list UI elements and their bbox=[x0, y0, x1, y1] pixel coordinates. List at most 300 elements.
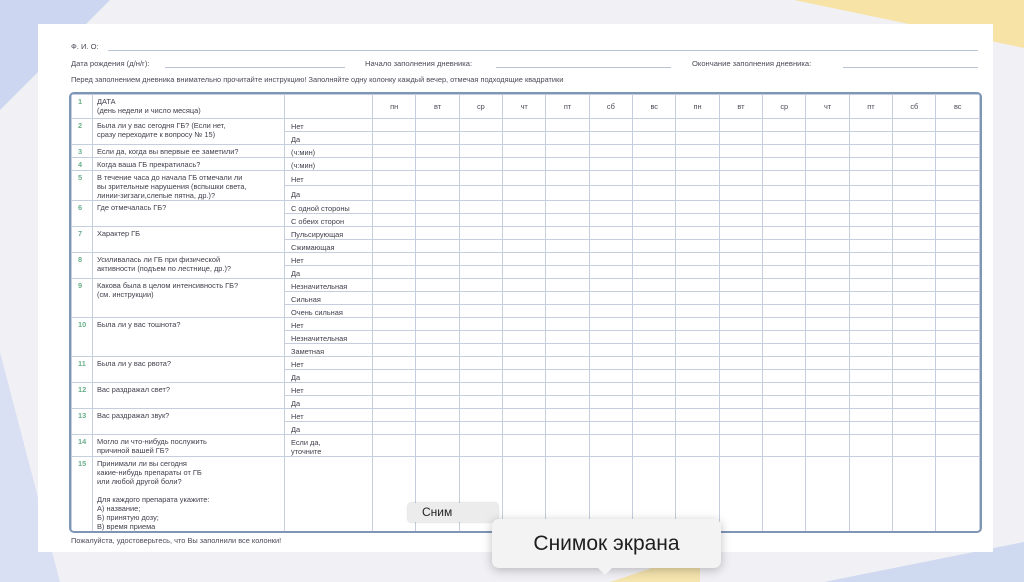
checkbox-cell[interactable] bbox=[459, 331, 502, 344]
checkbox-cell[interactable] bbox=[373, 253, 416, 266]
checkbox-cell[interactable] bbox=[459, 158, 502, 171]
checkbox-cell[interactable] bbox=[503, 227, 546, 240]
checkbox-cell[interactable] bbox=[373, 409, 416, 422]
checkbox-cell[interactable] bbox=[763, 132, 806, 145]
checkbox-cell[interactable] bbox=[719, 171, 762, 186]
checkbox-cell[interactable] bbox=[763, 145, 806, 158]
checkbox-cell[interactable] bbox=[849, 132, 892, 145]
checkbox-cell[interactable] bbox=[936, 279, 980, 292]
checkbox-cell[interactable] bbox=[373, 318, 416, 331]
checkbox-cell[interactable] bbox=[416, 344, 459, 357]
checkbox-cell[interactable] bbox=[633, 186, 676, 201]
checkbox-cell[interactable] bbox=[589, 331, 632, 344]
checkbox-cell[interactable] bbox=[763, 370, 806, 383]
checkbox-cell[interactable] bbox=[589, 253, 632, 266]
checkbox-cell[interactable] bbox=[459, 214, 502, 227]
checkbox-cell[interactable] bbox=[849, 171, 892, 186]
checkbox-cell[interactable] bbox=[849, 227, 892, 240]
checkbox-cell[interactable] bbox=[459, 253, 502, 266]
checkbox-cell[interactable] bbox=[806, 240, 849, 253]
checkbox-cell[interactable] bbox=[936, 253, 980, 266]
checkbox-cell[interactable] bbox=[373, 370, 416, 383]
checkbox-cell[interactable] bbox=[373, 435, 416, 457]
checkbox-cell[interactable] bbox=[589, 305, 632, 318]
checkbox-cell[interactable] bbox=[719, 279, 762, 292]
checkbox-cell[interactable] bbox=[806, 227, 849, 240]
checkbox-cell[interactable] bbox=[893, 305, 936, 318]
checkbox-cell[interactable] bbox=[676, 186, 719, 201]
checkbox-cell[interactable] bbox=[763, 331, 806, 344]
checkbox-cell[interactable] bbox=[416, 292, 459, 305]
checkbox-cell[interactable] bbox=[849, 119, 892, 132]
checkbox-cell[interactable] bbox=[763, 409, 806, 422]
checkbox-cell[interactable] bbox=[763, 305, 806, 318]
checkbox-cell[interactable] bbox=[503, 279, 546, 292]
checkbox-cell[interactable] bbox=[503, 344, 546, 357]
checkbox-cell[interactable] bbox=[806, 305, 849, 318]
checkbox-cell[interactable] bbox=[936, 227, 980, 240]
checkbox-cell[interactable] bbox=[936, 186, 980, 201]
checkbox-cell[interactable] bbox=[373, 132, 416, 145]
checkbox-cell[interactable] bbox=[546, 240, 589, 253]
checkbox-cell[interactable] bbox=[763, 457, 806, 534]
checkbox-cell[interactable] bbox=[763, 240, 806, 253]
checkbox-cell[interactable] bbox=[676, 227, 719, 240]
checkbox-cell[interactable] bbox=[849, 370, 892, 383]
checkbox-cell[interactable] bbox=[806, 253, 849, 266]
checkbox-cell[interactable] bbox=[763, 201, 806, 214]
checkbox-cell[interactable] bbox=[676, 292, 719, 305]
checkbox-cell[interactable] bbox=[806, 357, 849, 370]
checkbox-cell[interactable] bbox=[459, 435, 502, 457]
checkbox-cell[interactable] bbox=[503, 240, 546, 253]
checkbox-cell[interactable] bbox=[546, 186, 589, 201]
checkbox-cell[interactable] bbox=[589, 292, 632, 305]
checkbox-cell[interactable] bbox=[936, 344, 980, 357]
checkbox-cell[interactable] bbox=[633, 370, 676, 383]
checkbox-cell[interactable] bbox=[893, 396, 936, 409]
checkbox-cell[interactable] bbox=[676, 435, 719, 457]
checkbox-cell[interactable] bbox=[373, 145, 416, 158]
checkbox-cell[interactable] bbox=[806, 396, 849, 409]
checkbox-cell[interactable] bbox=[893, 227, 936, 240]
checkbox-cell[interactable] bbox=[676, 119, 719, 132]
checkbox-cell[interactable] bbox=[459, 266, 502, 279]
checkbox-cell[interactable] bbox=[893, 279, 936, 292]
checkbox-cell[interactable] bbox=[763, 292, 806, 305]
checkbox-cell[interactable] bbox=[893, 422, 936, 435]
checkbox-cell[interactable] bbox=[546, 266, 589, 279]
checkbox-cell[interactable] bbox=[806, 171, 849, 186]
checkbox-cell[interactable] bbox=[633, 318, 676, 331]
checkbox-cell[interactable] bbox=[849, 145, 892, 158]
checkbox-cell[interactable] bbox=[546, 422, 589, 435]
checkbox-cell[interactable] bbox=[633, 266, 676, 279]
end-field[interactable] bbox=[843, 67, 978, 68]
checkbox-cell[interactable] bbox=[633, 119, 676, 132]
checkbox-cell[interactable] bbox=[893, 457, 936, 534]
checkbox-cell[interactable] bbox=[633, 396, 676, 409]
checkbox-cell[interactable] bbox=[893, 214, 936, 227]
checkbox-cell[interactable] bbox=[416, 305, 459, 318]
checkbox-cell[interactable] bbox=[936, 435, 980, 457]
checkbox-cell[interactable] bbox=[633, 422, 676, 435]
checkbox-cell[interactable] bbox=[893, 158, 936, 171]
checkbox-cell[interactable] bbox=[416, 266, 459, 279]
checkbox-cell[interactable] bbox=[546, 370, 589, 383]
checkbox-cell[interactable] bbox=[806, 383, 849, 396]
checkbox-cell[interactable] bbox=[849, 214, 892, 227]
checkbox-cell[interactable] bbox=[633, 292, 676, 305]
checkbox-cell[interactable] bbox=[503, 357, 546, 370]
checkbox-cell[interactable] bbox=[546, 279, 589, 292]
checkbox-cell[interactable] bbox=[633, 171, 676, 186]
checkbox-cell[interactable] bbox=[676, 331, 719, 344]
checkbox-cell[interactable] bbox=[936, 409, 980, 422]
checkbox-cell[interactable] bbox=[633, 305, 676, 318]
checkbox-cell[interactable] bbox=[849, 409, 892, 422]
checkbox-cell[interactable] bbox=[503, 370, 546, 383]
checkbox-cell[interactable] bbox=[849, 158, 892, 171]
checkbox-cell[interactable] bbox=[893, 383, 936, 396]
start-field[interactable] bbox=[496, 67, 671, 68]
checkbox-cell[interactable] bbox=[676, 344, 719, 357]
checkbox-cell[interactable] bbox=[503, 158, 546, 171]
checkbox-cell[interactable] bbox=[459, 383, 502, 396]
checkbox-cell[interactable] bbox=[763, 171, 806, 186]
checkbox-cell[interactable] bbox=[719, 253, 762, 266]
checkbox-cell[interactable] bbox=[719, 318, 762, 331]
checkbox-cell[interactable] bbox=[936, 331, 980, 344]
checkbox-cell[interactable] bbox=[373, 186, 416, 201]
checkbox-cell[interactable] bbox=[763, 318, 806, 331]
checkbox-cell[interactable] bbox=[459, 370, 502, 383]
checkbox-cell[interactable] bbox=[893, 344, 936, 357]
checkbox-cell[interactable] bbox=[589, 370, 632, 383]
checkbox-cell[interactable] bbox=[893, 132, 936, 145]
checkbox-cell[interactable] bbox=[849, 240, 892, 253]
checkbox-cell[interactable] bbox=[589, 201, 632, 214]
checkbox-cell[interactable] bbox=[416, 383, 459, 396]
checkbox-cell[interactable] bbox=[719, 305, 762, 318]
checkbox-cell[interactable] bbox=[763, 383, 806, 396]
checkbox-cell[interactable] bbox=[936, 266, 980, 279]
checkbox-cell[interactable] bbox=[936, 457, 980, 534]
checkbox-cell[interactable] bbox=[763, 253, 806, 266]
checkbox-cell[interactable] bbox=[633, 435, 676, 457]
checkbox-cell[interactable] bbox=[806, 344, 849, 357]
checkbox-cell[interactable] bbox=[503, 422, 546, 435]
checkbox-cell[interactable] bbox=[806, 158, 849, 171]
checkbox-cell[interactable] bbox=[719, 435, 762, 457]
checkbox-cell[interactable] bbox=[893, 292, 936, 305]
checkbox-cell[interactable] bbox=[589, 318, 632, 331]
checkbox-cell[interactable] bbox=[893, 331, 936, 344]
checkbox-cell[interactable] bbox=[373, 227, 416, 240]
checkbox-cell[interactable] bbox=[719, 457, 762, 534]
checkbox-cell[interactable] bbox=[416, 318, 459, 331]
checkbox-cell[interactable] bbox=[676, 422, 719, 435]
checkbox-cell[interactable] bbox=[763, 119, 806, 132]
checkbox-cell[interactable] bbox=[459, 292, 502, 305]
checkbox-cell[interactable] bbox=[806, 201, 849, 214]
checkbox-cell[interactable] bbox=[546, 396, 589, 409]
checkbox-cell[interactable] bbox=[719, 331, 762, 344]
checkbox-cell[interactable] bbox=[589, 383, 632, 396]
checkbox-cell[interactable] bbox=[936, 383, 980, 396]
checkbox-cell[interactable] bbox=[373, 266, 416, 279]
checkbox-cell[interactable] bbox=[589, 158, 632, 171]
checkbox-cell[interactable] bbox=[546, 292, 589, 305]
checkbox-cell[interactable] bbox=[546, 227, 589, 240]
checkbox-cell[interactable] bbox=[719, 201, 762, 214]
checkbox-cell[interactable] bbox=[373, 357, 416, 370]
checkbox-cell[interactable] bbox=[503, 409, 546, 422]
checkbox-cell[interactable] bbox=[416, 240, 459, 253]
checkbox-cell[interactable] bbox=[806, 457, 849, 534]
checkbox-cell[interactable] bbox=[719, 145, 762, 158]
checkbox-cell[interactable] bbox=[763, 422, 806, 435]
checkbox-cell[interactable] bbox=[459, 227, 502, 240]
checkbox-cell[interactable] bbox=[719, 357, 762, 370]
checkbox-cell[interactable] bbox=[459, 279, 502, 292]
checkbox-cell[interactable] bbox=[849, 253, 892, 266]
checkbox-cell[interactable] bbox=[936, 171, 980, 186]
checkbox-cell[interactable] bbox=[459, 171, 502, 186]
checkbox-cell[interactable] bbox=[763, 186, 806, 201]
checkbox-cell[interactable] bbox=[676, 279, 719, 292]
checkbox-cell[interactable] bbox=[936, 305, 980, 318]
checkbox-cell[interactable] bbox=[416, 357, 459, 370]
checkbox-cell[interactable] bbox=[893, 201, 936, 214]
checkbox-cell[interactable] bbox=[503, 253, 546, 266]
checkbox-cell[interactable] bbox=[806, 279, 849, 292]
checkbox-cell[interactable] bbox=[633, 357, 676, 370]
checkbox-cell[interactable] bbox=[719, 186, 762, 201]
checkbox-cell[interactable] bbox=[373, 383, 416, 396]
fio-field[interactable] bbox=[108, 50, 978, 51]
checkbox-cell[interactable] bbox=[503, 201, 546, 214]
checkbox-cell[interactable] bbox=[719, 158, 762, 171]
checkbox-cell[interactable] bbox=[416, 214, 459, 227]
checkbox-cell[interactable] bbox=[763, 214, 806, 227]
checkbox-cell[interactable] bbox=[893, 186, 936, 201]
checkbox-cell[interactable] bbox=[849, 305, 892, 318]
checkbox-cell[interactable] bbox=[936, 370, 980, 383]
checkbox-cell[interactable] bbox=[416, 253, 459, 266]
checkbox-cell[interactable] bbox=[763, 435, 806, 457]
checkbox-cell[interactable] bbox=[589, 422, 632, 435]
checkbox-cell[interactable] bbox=[546, 435, 589, 457]
checkbox-cell[interactable] bbox=[893, 357, 936, 370]
checkbox-cell[interactable] bbox=[893, 171, 936, 186]
checkbox-cell[interactable] bbox=[546, 344, 589, 357]
checkbox-cell[interactable] bbox=[676, 171, 719, 186]
checkbox-cell[interactable] bbox=[676, 145, 719, 158]
checkbox-cell[interactable] bbox=[503, 292, 546, 305]
checkbox-cell[interactable] bbox=[459, 186, 502, 201]
checkbox-cell[interactable] bbox=[503, 214, 546, 227]
checkbox-cell[interactable] bbox=[806, 266, 849, 279]
checkbox-cell[interactable] bbox=[373, 201, 416, 214]
checkbox-cell[interactable] bbox=[893, 119, 936, 132]
checkbox-cell[interactable] bbox=[459, 357, 502, 370]
checkbox-cell[interactable] bbox=[633, 279, 676, 292]
checkbox-cell[interactable] bbox=[763, 266, 806, 279]
checkbox-cell[interactable] bbox=[936, 201, 980, 214]
checkbox-cell[interactable] bbox=[936, 396, 980, 409]
checkbox-cell[interactable] bbox=[849, 186, 892, 201]
checkbox-cell[interactable] bbox=[589, 266, 632, 279]
checkbox-cell[interactable] bbox=[546, 357, 589, 370]
checkbox-cell[interactable] bbox=[676, 396, 719, 409]
checkbox-cell[interactable] bbox=[633, 240, 676, 253]
checkbox-cell[interactable] bbox=[503, 331, 546, 344]
checkbox-cell[interactable] bbox=[676, 240, 719, 253]
checkbox-cell[interactable] bbox=[459, 240, 502, 253]
checkbox-cell[interactable] bbox=[589, 227, 632, 240]
checkbox-cell[interactable] bbox=[719, 383, 762, 396]
checkbox-cell[interactable] bbox=[373, 279, 416, 292]
checkbox-cell[interactable] bbox=[893, 370, 936, 383]
checkbox-cell[interactable] bbox=[633, 214, 676, 227]
checkbox-cell[interactable] bbox=[373, 396, 416, 409]
checkbox-cell[interactable] bbox=[416, 227, 459, 240]
checkbox-cell[interactable] bbox=[546, 145, 589, 158]
checkbox-cell[interactable] bbox=[373, 158, 416, 171]
checkbox-cell[interactable] bbox=[633, 158, 676, 171]
checkbox-cell[interactable] bbox=[719, 409, 762, 422]
checkbox-cell[interactable] bbox=[806, 292, 849, 305]
checkbox-cell[interactable] bbox=[676, 266, 719, 279]
checkbox-cell[interactable] bbox=[806, 186, 849, 201]
checkbox-cell[interactable] bbox=[806, 145, 849, 158]
checkbox-cell[interactable] bbox=[589, 409, 632, 422]
checkbox-cell[interactable] bbox=[849, 396, 892, 409]
checkbox-cell[interactable] bbox=[633, 331, 676, 344]
checkbox-cell[interactable] bbox=[373, 331, 416, 344]
checkbox-cell[interactable] bbox=[373, 422, 416, 435]
checkbox-cell[interactable] bbox=[719, 119, 762, 132]
checkbox-cell[interactable] bbox=[806, 132, 849, 145]
checkbox-cell[interactable] bbox=[589, 240, 632, 253]
checkbox-cell[interactable] bbox=[719, 132, 762, 145]
checkbox-cell[interactable] bbox=[503, 396, 546, 409]
checkbox-cell[interactable] bbox=[373, 292, 416, 305]
checkbox-cell[interactable] bbox=[589, 279, 632, 292]
checkbox-cell[interactable] bbox=[676, 409, 719, 422]
checkbox-cell[interactable] bbox=[459, 145, 502, 158]
checkbox-cell[interactable] bbox=[806, 370, 849, 383]
checkbox-cell[interactable] bbox=[676, 383, 719, 396]
checkbox-cell[interactable] bbox=[589, 171, 632, 186]
checkbox-cell[interactable] bbox=[763, 344, 806, 357]
checkbox-cell[interactable] bbox=[546, 318, 589, 331]
checkbox-cell[interactable] bbox=[676, 214, 719, 227]
checkbox-cell[interactable] bbox=[633, 145, 676, 158]
checkbox-cell[interactable] bbox=[546, 158, 589, 171]
checkbox-cell[interactable] bbox=[849, 357, 892, 370]
checkbox-cell[interactable] bbox=[633, 201, 676, 214]
checkbox-cell[interactable] bbox=[503, 305, 546, 318]
checkbox-cell[interactable] bbox=[416, 132, 459, 145]
checkbox-cell[interactable] bbox=[893, 409, 936, 422]
checkbox-cell[interactable] bbox=[936, 132, 980, 145]
checkbox-cell[interactable] bbox=[459, 305, 502, 318]
checkbox-cell[interactable] bbox=[849, 201, 892, 214]
checkbox-cell[interactable] bbox=[893, 240, 936, 253]
checkbox-cell[interactable] bbox=[676, 318, 719, 331]
checkbox-cell[interactable] bbox=[633, 383, 676, 396]
checkbox-cell[interactable] bbox=[589, 435, 632, 457]
checkbox-cell[interactable] bbox=[546, 409, 589, 422]
checkbox-cell[interactable] bbox=[719, 344, 762, 357]
checkbox-cell[interactable] bbox=[546, 253, 589, 266]
checkbox-cell[interactable] bbox=[416, 396, 459, 409]
checkbox-cell[interactable] bbox=[763, 158, 806, 171]
checkbox-cell[interactable] bbox=[546, 171, 589, 186]
checkbox-cell[interactable] bbox=[546, 119, 589, 132]
checkbox-cell[interactable] bbox=[546, 132, 589, 145]
checkbox-cell[interactable] bbox=[849, 435, 892, 457]
checkbox-cell[interactable] bbox=[503, 435, 546, 457]
checkbox-cell[interactable] bbox=[589, 186, 632, 201]
checkbox-cell[interactable] bbox=[893, 435, 936, 457]
checkbox-cell[interactable] bbox=[676, 201, 719, 214]
checkbox-cell[interactable] bbox=[589, 396, 632, 409]
checkbox-cell[interactable] bbox=[503, 132, 546, 145]
checkbox-cell[interactable] bbox=[719, 370, 762, 383]
checkbox-cell[interactable] bbox=[459, 318, 502, 331]
checkbox-cell[interactable] bbox=[806, 422, 849, 435]
checkbox-cell[interactable] bbox=[459, 422, 502, 435]
checkbox-cell[interactable] bbox=[633, 344, 676, 357]
checkbox-cell[interactable] bbox=[763, 279, 806, 292]
checkbox-cell[interactable] bbox=[806, 331, 849, 344]
checkbox-cell[interactable] bbox=[546, 305, 589, 318]
checkbox-cell[interactable] bbox=[633, 409, 676, 422]
checkbox-cell[interactable] bbox=[719, 214, 762, 227]
checkbox-cell[interactable] bbox=[849, 383, 892, 396]
checkbox-cell[interactable] bbox=[373, 240, 416, 253]
checkbox-cell[interactable] bbox=[719, 227, 762, 240]
checkbox-cell[interactable] bbox=[459, 344, 502, 357]
checkbox-cell[interactable] bbox=[416, 279, 459, 292]
checkbox-cell[interactable] bbox=[416, 331, 459, 344]
checkbox-cell[interactable] bbox=[416, 158, 459, 171]
screenshot-button[interactable]: Сним bbox=[408, 503, 498, 522]
checkbox-cell[interactable] bbox=[373, 119, 416, 132]
checkbox-cell[interactable] bbox=[806, 214, 849, 227]
checkbox-cell[interactable] bbox=[936, 119, 980, 132]
checkbox-cell[interactable] bbox=[373, 344, 416, 357]
checkbox-cell[interactable] bbox=[373, 171, 416, 186]
checkbox-cell[interactable] bbox=[936, 292, 980, 305]
checkbox-cell[interactable] bbox=[936, 357, 980, 370]
checkbox-cell[interactable] bbox=[416, 435, 459, 457]
checkbox-cell[interactable] bbox=[936, 422, 980, 435]
checkbox-cell[interactable] bbox=[633, 253, 676, 266]
checkbox-cell[interactable] bbox=[503, 171, 546, 186]
checkbox-cell[interactable] bbox=[416, 370, 459, 383]
checkbox-cell[interactable] bbox=[936, 145, 980, 158]
checkbox-cell[interactable] bbox=[373, 305, 416, 318]
checkbox-cell[interactable] bbox=[503, 145, 546, 158]
checkbox-cell[interactable] bbox=[459, 201, 502, 214]
checkbox-cell[interactable] bbox=[459, 132, 502, 145]
checkbox-cell[interactable] bbox=[459, 119, 502, 132]
checkbox-cell[interactable] bbox=[763, 396, 806, 409]
